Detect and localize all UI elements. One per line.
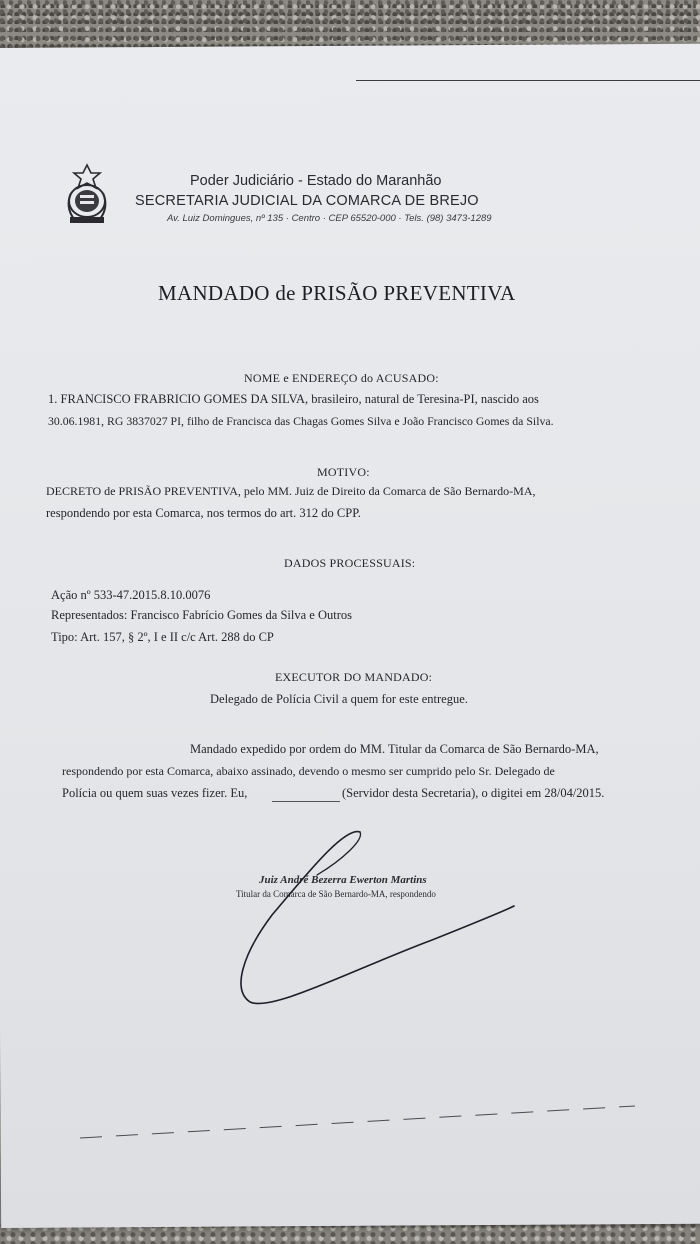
judge-role: Titular da Comarca de São Bernardo-MA, respondendo (236, 889, 436, 899)
top-rule-line (356, 80, 700, 81)
handwritten-signature-icon (232, 820, 522, 1015)
closing-line-3-end: (Servidor desta Secretaria), o digitei em 28/04/2015. (342, 786, 605, 800)
document-title: MANDADO de PRISÃO PREVENTIVA (158, 281, 516, 305)
header-secretariat: SECRETARIA JUDICIAL DA COMARCA DE BREJO (135, 193, 479, 209)
closing-line-3-start: Polícia ou quem suas vezes fizer. Eu, (62, 786, 248, 800)
accused-heading: NOME e ENDEREÇO do ACUSADO: (244, 371, 439, 385)
judge-name: Juiz André Bezerra Ewerton Martins (259, 874, 427, 886)
accused-line-2: 30.06.1981, RG 3837027 PI, filho de Francisca das Chagas Gomes Silva e João Francisco Gomes da Silva. (48, 414, 554, 428)
closing-line-1: Mandado expedido por ordem do MM. Titular da Comarca de São Bernardo-MA, (190, 742, 599, 756)
servant-blank-line (272, 801, 340, 802)
process-heading: DADOS PROCESSUAIS: (284, 556, 416, 570)
header-judiciary: Poder Judiciário - Estado do Maranhão (190, 173, 442, 189)
state-crest-icon (62, 163, 112, 227)
process-action-number: Ação nº 533-47.2015.8.10.0076 (51, 588, 211, 602)
bottom-dashed-line (75, 1100, 645, 1140)
motive-heading: MOTIVO: (317, 465, 370, 479)
motive-line-1: DECRETO de PRISÃO PREVENTIVA, pelo MM. Juiz de Direito da Comarca de São Bernardo-MA, (46, 484, 536, 498)
header-address: Av. Luiz Domingues, nº 135 · Centro · CEP 65520-000 · Tels. (98) 3473-1289 (167, 213, 492, 224)
executor-text: Delegado de Polícia Civil a quem for este entregue. (210, 692, 468, 706)
closing-line-2: respondendo por esta Comarca, abaixo assinado, devendo o mesmo ser cumprido pelo Sr. Delegado de (62, 764, 555, 778)
process-represented: Representados: Francisco Fabrício Gomes da Silva e Outros (51, 608, 352, 622)
process-type: Tipo: Art. 157, § 2º, I e II c/c Art. 288 do CP (51, 630, 274, 644)
accused-line-1: 1. FRANCISCO FRABRICIO GOMES DA SILVA, brasileiro, natural de Teresina-PI, nascido aos (48, 392, 539, 406)
executor-heading: EXECUTOR DO MANDADO: (275, 670, 433, 684)
motive-line-2: respondendo por esta Comarca, nos termos do art. 312 do CPP. (46, 506, 361, 520)
